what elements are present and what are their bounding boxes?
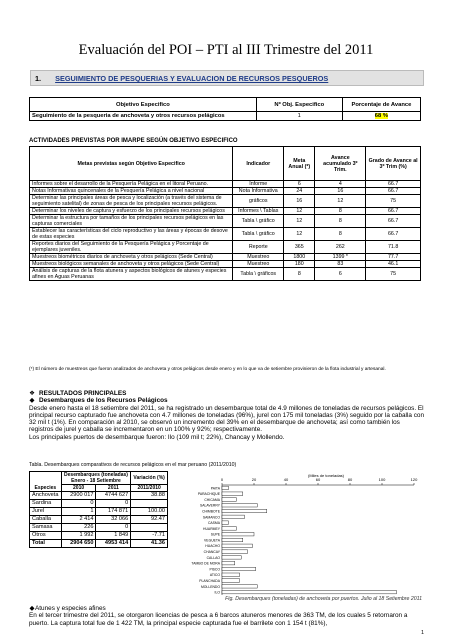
activity-avance: 4 [315, 181, 366, 188]
results-paragraph-1: Desde enero hasta el 18 setiembre del 2011, se ha registrado un desembarque total de 4.9 millones de toneladas de recursos pelágicos. El principal recurso capturado fue anchoveta con 4.7 millones de toneladas (96%), jurel con 175 mil toneladas (3%) seguido por la caballa con 32 mil t (1%). En comparación al 2010, se observó un incremento del 39% en el desembarque de anchoveta; así como también los registros de jurel y caballa se incrementaron en un 100% y 92%; respectivamente. [29, 404, 425, 434]
activities-table [29, 146, 421, 281]
activity-avance: 8 [315, 215, 366, 228]
x-tick-label: 20 [251, 477, 257, 482]
activity-indicador: Tabla \ gráficos [233, 268, 284, 281]
landings-cell-var: 38.88 [131, 492, 168, 500]
landings-cell-y2011: 4744 627 [96, 492, 131, 500]
activity-meta: Determinar las principales áreas de pesca y localización (a través del sistema de seguimiento satelital) de zonas de pesca de los principales recursos pelágicos. [30, 195, 233, 208]
activity-meta: Reportes diarios del Seguimiento de la Pesquería Pelágica y Porcentaje de ejemplares juveniles. [30, 241, 233, 254]
category-label: PARACHIQUE [197, 492, 220, 497]
category-label: CHIMBOTE [202, 509, 220, 514]
x-tick-label: 40 [283, 477, 289, 482]
activity-anual: 6 [284, 181, 315, 188]
activity-anual: 8 [284, 268, 315, 281]
activity-row [30, 241, 421, 254]
bar [222, 567, 256, 570]
objective-header: Objetivo Especifico [30, 98, 257, 112]
section-number: 1. [35, 74, 42, 83]
bar [222, 556, 241, 559]
landings-year-2010: 2010 [61, 485, 96, 492]
x-tick-label: 100 [378, 477, 386, 482]
landings-caption: Tabla. Desembarques comparativos de recursos pelágicos en el mar peruano (2011/2010) [29, 462, 237, 468]
activity-row [30, 195, 421, 208]
landings-cell-var: 100.00 [131, 508, 168, 516]
landings-header-group: Desembarques (toneladas) [64, 472, 128, 478]
category-label: CALLAO [206, 555, 220, 560]
landings-cell-var: 92.47 [131, 516, 168, 524]
bar [222, 579, 240, 582]
activity-avance: 8 [315, 228, 366, 241]
activity-grado: 66.7 [366, 181, 421, 188]
chart-caption: Fig. Desembarques (toneladas) de anchoveta por puertos. Julio al 18 Setiembre 2011 [225, 596, 422, 602]
landings-cell-species: Caballa [30, 516, 62, 524]
activities-header-grado: Grado de Avance al 3º Trim (%) [366, 147, 421, 181]
activity-meta: Establecer las características del ciclo reproductivo y las áreas y épocas de desove de estas especies [30, 228, 233, 241]
activity-meta: Determinar la estructura por tamaños de los principales recursos pelágicos en las capturas comerciales [30, 215, 233, 228]
document-title: Evaluación del POI – PTI al III Trimestre del 2011 [78, 42, 374, 58]
activity-avance: 8 [315, 208, 366, 215]
activity-grado: 75 [366, 268, 421, 281]
landings-cell-y2010: 2 414 [61, 516, 96, 524]
landings-header-var: Variación (%) [131, 472, 168, 485]
bar [222, 585, 257, 588]
activities-heading: ACTIVIDADES PREVISTAS POR IMARPE SEGÚN OBJETIVO ESPECIFICO [29, 138, 238, 144]
section-title: SEGUIMIENTO DE PESQUERIAS Y EVALUACION DE RECURSOS PESQUEROS [55, 74, 329, 83]
chart-title: (Miles de toneladas) [307, 473, 345, 478]
landings-cell-y2010: 2900 017 [61, 492, 96, 500]
bar [222, 538, 243, 541]
bar [222, 590, 396, 593]
landings-cell-species: Sardina [30, 500, 62, 508]
activity-row [30, 188, 421, 195]
category-label: TAMBO DE MORA [191, 561, 220, 566]
landings-cell-species: Otros [30, 532, 62, 540]
section-header [30, 70, 424, 86]
objective-percent: 68 % [374, 113, 388, 119]
activity-grado: 66.7 [366, 228, 421, 241]
bar [222, 492, 243, 495]
landings-cell-var [131, 524, 168, 532]
bar [222, 532, 254, 535]
landings-cell-y2011: 0 [96, 524, 131, 532]
bar [222, 561, 235, 564]
category-label: MOLLENDO [200, 584, 220, 589]
landings-cell-var [131, 500, 168, 508]
activity-grado: 66.7 [366, 215, 421, 228]
landings-row [30, 524, 168, 532]
atunes-text: En el tercer trimestre del 2011, se otorgaron licencias de pesca a 6 barcos atuneros menores de 363 TM, de los cuales 5 retornaron a puerto. La captura total fue de 1 422 TM, la principal especie capturada fue el barrilete con 1 154 t (81%), [29, 612, 408, 627]
category-label: CASMA [207, 521, 220, 526]
activity-grado: 71.8 [366, 241, 421, 254]
activity-indicador: Muestreo [233, 261, 284, 268]
category-label: SALAVERRY [199, 503, 220, 508]
activity-grado: 66.7 [366, 188, 421, 195]
atunes-section [29, 605, 425, 627]
x-tick-label: 60 [315, 477, 321, 482]
landings-cell-species: Samasa [30, 524, 62, 532]
objective-text: Seguimiento de la pesqueria de anchoveta y otros recursos pelágicos [30, 112, 257, 121]
x-tick-label: 80 [347, 477, 353, 482]
diamond-filled-icon: ◆ [29, 397, 35, 405]
diamond-filled-icon: ◆ [29, 605, 35, 612]
landings-header-period: Enero - 18 Setiembre [71, 478, 121, 484]
landings-cell-y2010: 1 992 [61, 532, 96, 540]
activity-row [30, 228, 421, 241]
landings-row [30, 500, 168, 508]
objective-percent-header: Porcentaje de Avance [342, 98, 420, 112]
landings-row [30, 532, 168, 540]
activity-avance: 12 [315, 195, 366, 208]
activity-row [30, 208, 421, 215]
activity-anual: 12 [284, 228, 315, 241]
results-paragraph-2: Los principales puertos de desembarque fueron: Ilo (109 mil t; 22%), Chancay y Mollendo. [29, 433, 285, 441]
activity-indicador: Tabla \ gráfico [233, 228, 284, 241]
landings-cell-var: -7.71 [131, 532, 168, 540]
activity-avance: 1399 * [315, 254, 366, 261]
results-section [29, 390, 425, 441]
landings-cell-y2011: 1 849 [96, 532, 131, 540]
landings-total-2010: 2904 650 [61, 540, 96, 548]
activity-meta: Informes sobre el desarrollo de la Pesquería Pelágica en el litoral Peruano. [30, 181, 233, 188]
bar [222, 515, 244, 518]
landings-cell-species: Jurel [30, 508, 62, 516]
activity-meta: Determinar los niveles de captura y esfuerzo de los principales recursos pelágicos [30, 208, 233, 215]
activity-anual: 12 [284, 208, 315, 215]
activity-indicador: Nota Informativa [233, 188, 284, 195]
activity-anual: 365 [284, 241, 315, 254]
diamond-outline-icon: ❖ [29, 390, 35, 397]
activity-meta: Muestreos biológicos semanales de anchoveta y otros pelágicos (Sede Central) [30, 261, 233, 268]
category-label: VEGUETA [204, 538, 220, 543]
activity-anual: 12 [284, 215, 315, 228]
landings-cell-y2011: 32 066 [96, 516, 131, 524]
activity-grado: 46.1 [366, 261, 421, 268]
activity-avance: 262 [315, 241, 366, 254]
activity-row [30, 261, 421, 268]
activity-row [30, 181, 421, 188]
activity-indicador: Tabla \ gráfico [233, 215, 284, 228]
landings-total-label: Total [30, 540, 62, 548]
objective-table [29, 97, 421, 121]
activity-row [30, 268, 421, 281]
activity-anual: 1800 [284, 254, 315, 261]
activity-row [30, 254, 421, 261]
activity-avance: 83 [315, 261, 366, 268]
activity-row [30, 215, 421, 228]
landings-row [30, 508, 168, 516]
bar [222, 544, 252, 547]
activities-header-anual: Meta Anual (*) [284, 147, 315, 181]
activities-header-indicador: Indicador [233, 147, 284, 181]
atunes-heading: Atunes y especies afines [35, 605, 106, 612]
landings-cell-y2010: 226 [61, 524, 96, 532]
bar [222, 509, 267, 512]
activity-meta: Muestreos biométricos diarios de anchoveta y otros pelágicos (Sede Central) [30, 254, 233, 261]
landings-cell-y2011: 0 [96, 500, 131, 508]
category-label: HUARMEY [203, 526, 220, 531]
landings-total-var: 41.36 [131, 540, 168, 548]
category-label: CHANCAY [203, 550, 220, 555]
landings-cell-species: Anchoveta [30, 492, 62, 500]
activity-avance: 6 [315, 268, 366, 281]
landings-table [29, 471, 168, 548]
bar [222, 521, 228, 524]
bar [222, 504, 257, 507]
activity-indicador: Reporte [233, 241, 284, 254]
x-tick-label: 0 [220, 477, 224, 482]
category-label: PLANCHADA [199, 578, 220, 583]
activity-avance: 16 [315, 188, 366, 195]
activity-indicador: Muestreo [233, 254, 284, 261]
bar [222, 550, 248, 553]
landings-year-2011: 2011 [96, 485, 131, 492]
landings-cell-y2010: 1 [61, 508, 96, 516]
category-label: ILO [214, 590, 220, 595]
landings-cell-y2011: 174 871 [96, 508, 131, 516]
activity-anual: 16 [284, 195, 315, 208]
bar [222, 486, 228, 489]
landings-var-period: 2011/2010 [131, 485, 168, 492]
landings-total-2011: 4953 414 [96, 540, 131, 548]
activity-anual: 180 [284, 261, 315, 268]
activity-grado: 66.7 [366, 208, 421, 215]
category-label: PAITA [210, 486, 220, 491]
activity-meta: Análisis de capturas de la flota atunera y aspectos biológicos de atunes y especies afines en Aguas Peruanas [30, 268, 233, 281]
activities-header-avance: Avance acumulado 3º Trim. [315, 147, 366, 181]
activity-anual: 24 [284, 188, 315, 195]
activities-header-meta: Metas previstas según Objetivo Especifico [30, 147, 233, 181]
category-label: CHICAMA [204, 497, 220, 502]
objective-number-header: Nº Obj. Especifico [256, 98, 342, 112]
activity-indicador: gráficos [233, 195, 284, 208]
category-label: ATICO [209, 573, 220, 578]
activity-grado: 75 [366, 195, 421, 208]
activity-indicador: Informe [233, 181, 284, 188]
landings-cell-y2010: 0 [61, 500, 96, 508]
activity-meta: Notas Informativas quincenales de la Pesquería Pelágica a nivel nacional [30, 188, 233, 195]
objective-number: 1 [256, 112, 342, 121]
landings-row [30, 516, 168, 524]
x-tick-label: 120 [410, 477, 418, 482]
results-heading: RESULTADOS PRINCIPALES [39, 390, 127, 397]
activities-footnote: (*) El número de muestreos que fueron analizados de anchoveta y otros pelágicos desde enero y en lo que va de setiembre provinieron de la flota industrial y artesanal. [29, 367, 386, 372]
results-subheading: Desembarques de los Recursos Pelágicos [39, 397, 168, 405]
bar [222, 527, 236, 530]
category-label: HUACHO [205, 544, 220, 549]
page-number: 1 [420, 630, 424, 636]
bar [222, 573, 240, 576]
activity-indicador: Informes \ Tablas [233, 208, 284, 215]
landings-row [30, 492, 168, 500]
activity-grado: 77.7 [366, 254, 421, 261]
landings-total-row [30, 540, 168, 548]
landings-header-species: Especies [30, 472, 62, 492]
category-label: PISCO [209, 567, 220, 572]
category-label: SUPE [210, 532, 220, 537]
bar [222, 498, 236, 501]
category-label: SAMANCO [202, 515, 220, 520]
